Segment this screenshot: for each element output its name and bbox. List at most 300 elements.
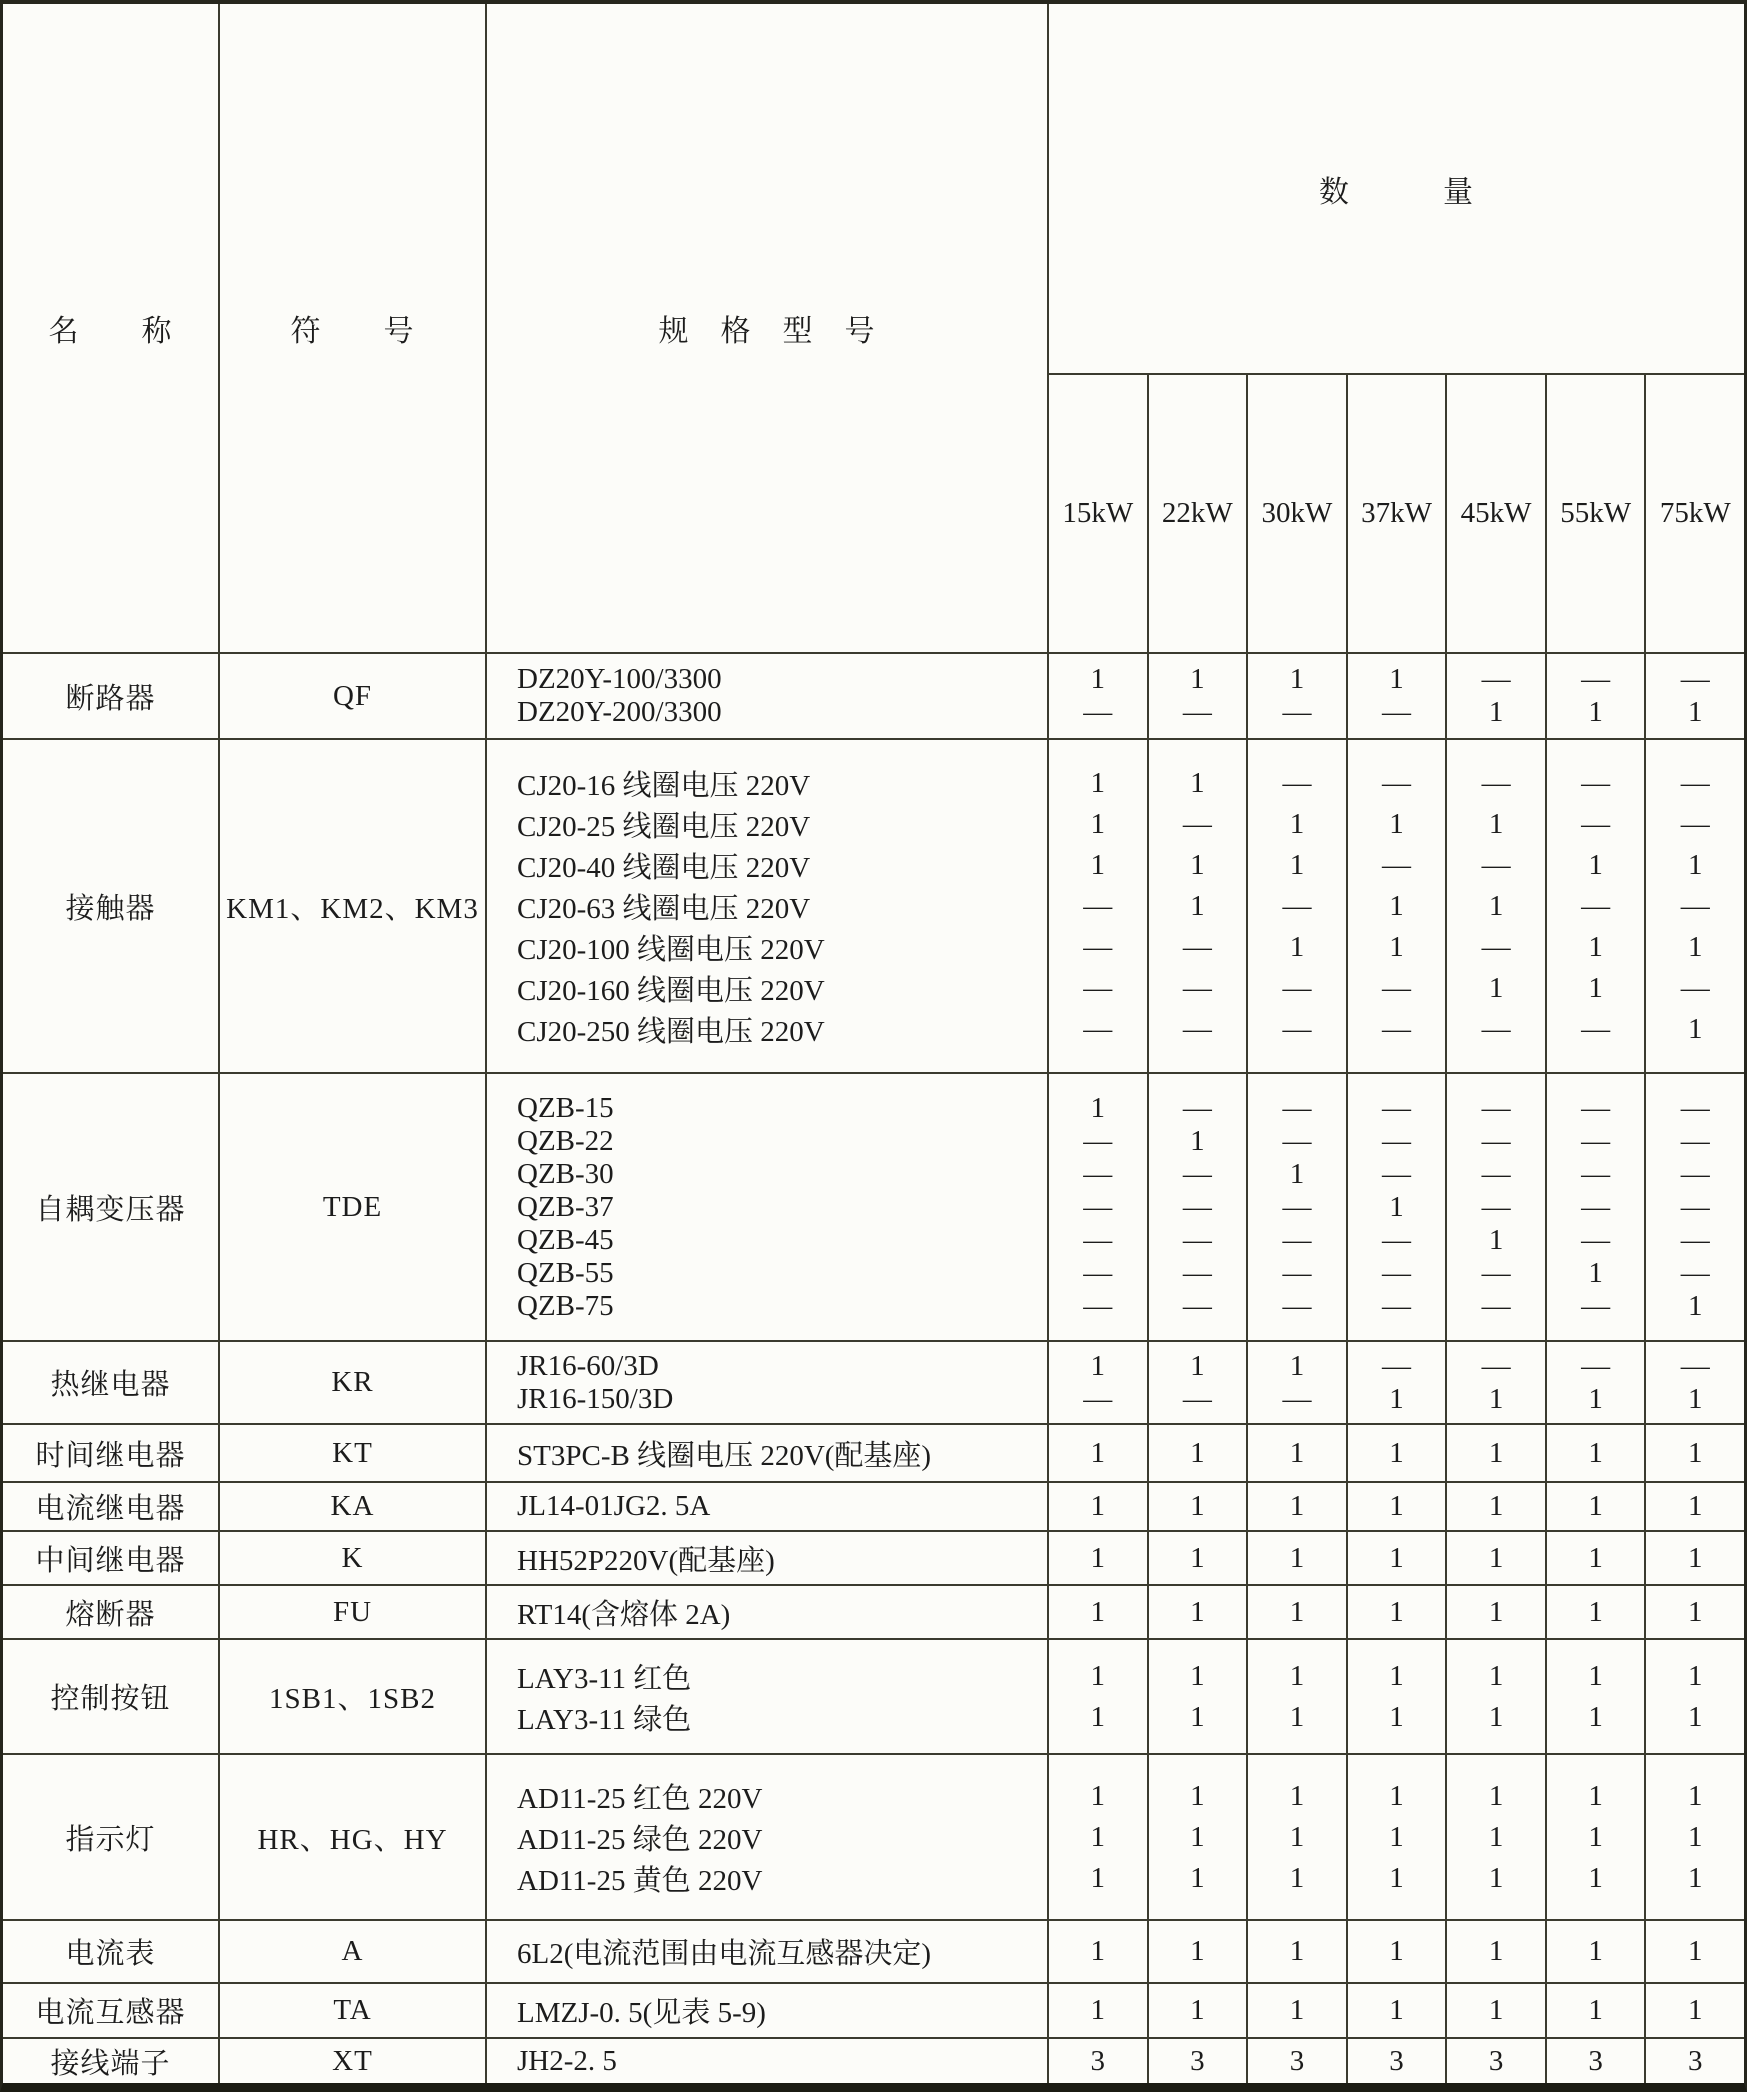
qty-value: 1 — [1688, 848, 1703, 881]
qty-value: 1 — [1588, 1256, 1603, 1289]
qty-value: 1 — [1688, 1382, 1703, 1415]
qty-value: — — [1382, 1157, 1412, 1190]
qty-value: 1 — [1090, 1436, 1106, 1469]
qty-cell-75kW — [1644, 1425, 1744, 1481]
qty-value: — — [1282, 766, 1312, 799]
qty-value: 1 — [1488, 807, 1504, 840]
qty-cell-30kW — [1246, 1532, 1346, 1584]
spec-line: AD11-25 黄色 220V — [517, 1864, 763, 1897]
group-spec-cell — [485, 1984, 1047, 2037]
qty-value: — — [1182, 807, 1212, 840]
qty-value: 3 — [1389, 2044, 1404, 2077]
qty-value: — — [1182, 1289, 1212, 1322]
qty-value: 1 — [1389, 1190, 1404, 1223]
qty-cell-55kW — [1545, 1342, 1645, 1423]
qty-value: — — [1680, 971, 1710, 1004]
qty-cell-45kW — [1445, 2039, 1545, 2083]
spec-line: HH52P220V(配基座) — [517, 1544, 775, 1577]
spec-line: JH2-2. 5 — [517, 2044, 617, 2077]
qty-cell-55kW — [1545, 1984, 1645, 2037]
qty-value: 1 — [1090, 1935, 1106, 1967]
group-spec-cell — [485, 1755, 1047, 1919]
qty-value: 1 — [1090, 766, 1106, 799]
group-row-电流继电器 — [3, 1481, 1744, 1530]
qty-value: — — [1282, 1289, 1312, 1322]
qty-value: — — [1680, 1223, 1710, 1256]
group-row-电流互感器 — [3, 1982, 1744, 2037]
qty-value: — — [1182, 1223, 1212, 1256]
group-row-熔断器 — [3, 1584, 1744, 1638]
qty-value: 1 — [1588, 1820, 1603, 1853]
spec-line: CJ20-250 线圈电压 220V — [517, 1015, 825, 1048]
group-name: 接线端子 — [50, 2047, 171, 2080]
spec-line: QZB-37 — [517, 1190, 614, 1223]
group-name: 熔断器 — [65, 1598, 156, 1631]
qty-value: — — [1680, 1256, 1710, 1289]
qty-value: — — [1083, 1012, 1113, 1045]
qty-cell-15kW — [1047, 1984, 1147, 2037]
qty-value: 1 — [1488, 1861, 1504, 1894]
qty-value: 1 — [1090, 1349, 1106, 1382]
qty-value: 1 — [1389, 1779, 1404, 1812]
qty-value: 1 — [1190, 1124, 1205, 1157]
qty-value: 1 — [1488, 1223, 1504, 1256]
group-symbol: KR — [218, 1342, 485, 1423]
qty-value: 1 — [1190, 1659, 1205, 1692]
qty-value: — — [1581, 1289, 1611, 1322]
qty-cell-22kW — [1147, 1755, 1247, 1919]
qty-value: 1 — [1389, 807, 1404, 840]
group-name: 电流表 — [65, 1938, 156, 1970]
qty-value: — — [1182, 1190, 1212, 1223]
qty-cell-37kW — [1346, 2039, 1446, 2083]
qty-cell-30kW — [1246, 1921, 1346, 1982]
qty-cell-37kW — [1346, 1425, 1446, 1481]
qty-value: 1 — [1688, 1595, 1703, 1628]
qty-value: 1 — [1688, 1012, 1703, 1045]
qty-value: 1 — [1190, 1935, 1205, 1967]
qty-value: 1 — [1488, 1659, 1504, 1692]
qty-value: — — [1182, 1157, 1212, 1190]
qty-value: — — [1083, 1190, 1113, 1223]
qty-cell-22kW — [1147, 1342, 1247, 1423]
qty-value: — — [1182, 1091, 1212, 1124]
qty-value: 1 — [1389, 1490, 1404, 1522]
qty-cell-45kW — [1445, 1483, 1545, 1530]
qty-cell-37kW — [1346, 1074, 1446, 1340]
qty-value: 1 — [1588, 696, 1603, 728]
qty-value: 1 — [1289, 1700, 1305, 1733]
group-symbol: TA — [218, 1984, 485, 2037]
group-spec-cell — [485, 1640, 1047, 1753]
qty-value: 1 — [1688, 1490, 1703, 1522]
header-kw-row — [1049, 375, 1744, 652]
qty-value: — — [1083, 1124, 1113, 1157]
spec-line: CJ20-16 线圈电压 220V — [517, 769, 811, 802]
qty-cell-55kW — [1545, 1921, 1645, 1982]
qty-value: 1 — [1688, 1436, 1703, 1469]
qty-value: 1 — [1190, 1490, 1205, 1522]
qty-cell-55kW — [1545, 1586, 1645, 1638]
qty-value: — — [1680, 663, 1710, 695]
qty-value: 1 — [1588, 1541, 1603, 1574]
spec-line: QZB-15 — [517, 1091, 614, 1124]
qty-value: — — [1083, 1256, 1113, 1289]
qty-cell-30kW — [1246, 1483, 1346, 1530]
group-spec-cell — [485, 654, 1047, 738]
qty-value: 1 — [1090, 1700, 1106, 1733]
qty-cell-37kW — [1346, 1532, 1446, 1584]
header-quantity-group — [1047, 4, 1744, 652]
qty-value: 1 — [1588, 1700, 1603, 1733]
qty-value: 1 — [1488, 1541, 1504, 1574]
qty-value: — — [1581, 1157, 1611, 1190]
qty-cell-55kW — [1545, 1074, 1645, 1340]
header-kw-55kW: 55kW — [1545, 375, 1645, 652]
qty-value: 1 — [1289, 1541, 1305, 1574]
qty-cell-22kW — [1147, 740, 1247, 1072]
qty-value: 1 — [1488, 1994, 1504, 2026]
qty-cell-37kW — [1346, 740, 1446, 1072]
qty-value: — — [1680, 1157, 1710, 1190]
group-spec-cell — [485, 1425, 1047, 1481]
qty-value: — — [1382, 1349, 1412, 1382]
header-spec: 规 格 型 号 — [485, 4, 1047, 652]
qty-value: 1 — [1488, 1382, 1504, 1415]
group-spec-cell — [485, 2039, 1047, 2083]
qty-value: — — [1083, 696, 1113, 728]
qty-value: — — [1382, 1223, 1412, 1256]
qty-value: — — [1083, 1289, 1113, 1322]
spec-line: QZB-45 — [517, 1223, 614, 1256]
qty-value: 1 — [1488, 889, 1504, 922]
qty-value: 1 — [1190, 889, 1205, 922]
qty-cell-45kW — [1445, 1074, 1545, 1340]
qty-value: — — [1680, 889, 1710, 922]
qty-cell-75kW — [1644, 1755, 1744, 1919]
group-name: 电流互感器 — [35, 1997, 186, 2029]
group-spec-cell — [485, 1532, 1047, 1584]
qty-value: — — [1083, 1382, 1113, 1415]
spec-line: ST3PC-B 线圈电压 220V(配基座) — [517, 1439, 932, 1472]
qty-cell-45kW — [1445, 740, 1545, 1072]
qty-value: 1 — [1488, 1935, 1504, 1967]
qty-value: 1 — [1588, 1861, 1603, 1894]
spec-line: DZ20Y-100/3300 — [517, 663, 722, 695]
qty-value: 1 — [1389, 1436, 1404, 1469]
qty-cell-75kW — [1644, 1640, 1744, 1753]
group-row-热继电器 — [3, 1340, 1744, 1423]
qty-cell-75kW — [1644, 654, 1744, 738]
qty-value: 1 — [1688, 930, 1703, 963]
qty-cell-75kW — [1644, 740, 1744, 1072]
qty-value: — — [1282, 1223, 1312, 1256]
qty-cell-22kW — [1147, 1984, 1247, 2037]
group-spec-cell — [485, 740, 1047, 1072]
qty-value: 1 — [1588, 1779, 1603, 1812]
qty-cell-45kW — [1445, 1755, 1545, 1919]
qty-cell-75kW — [1644, 1586, 1744, 1638]
qty-value: 1 — [1688, 1994, 1703, 2026]
qty-value: 1 — [1389, 1700, 1404, 1733]
qty-cell-22kW — [1147, 1483, 1247, 1530]
qty-cell-75kW — [1644, 1532, 1744, 1584]
group-name: 指示灯 — [65, 1823, 156, 1856]
group-name: 接触器 — [65, 892, 156, 925]
group-row-自耦变压器 — [3, 1072, 1744, 1340]
spec-line: QZB-30 — [517, 1157, 614, 1190]
qty-value: 1 — [1389, 930, 1404, 963]
qty-value: 1 — [1090, 848, 1106, 881]
qty-cell-45kW — [1445, 1425, 1545, 1481]
qty-cell-15kW — [1047, 1586, 1147, 1638]
qty-cell-30kW — [1246, 1074, 1346, 1340]
qty-cell-75kW — [1644, 1483, 1744, 1530]
qty-cell-30kW — [1246, 740, 1346, 1072]
qty-value: 1 — [1289, 663, 1305, 695]
qty-cell-55kW — [1545, 1483, 1645, 1530]
qty-value: 1 — [1389, 889, 1404, 922]
spec-line: AD11-25 绿色 220V — [517, 1823, 763, 1856]
qty-cell-15kW — [1047, 1532, 1147, 1584]
qty-value: — — [1382, 1012, 1412, 1045]
qty-cell-37kW — [1346, 1640, 1446, 1753]
spec-line: QZB-55 — [517, 1256, 614, 1289]
qty-cell-30kW — [1246, 1640, 1346, 1753]
header-kw-45kW: 45kW — [1445, 375, 1545, 652]
qty-value: — — [1382, 696, 1412, 728]
qty-value: 1 — [1090, 1820, 1106, 1853]
qty-value: 1 — [1389, 1820, 1404, 1853]
qty-cell-75kW — [1644, 2039, 1744, 2083]
qty-cell-37kW — [1346, 1342, 1446, 1423]
spec-line: 6L2(电流范围由电流互感器决定) — [517, 1938, 932, 1970]
qty-cell-15kW — [1047, 1483, 1147, 1530]
qty-value: 1 — [1389, 1861, 1404, 1894]
qty-value: 1 — [1190, 663, 1205, 695]
qty-value: 1 — [1488, 1595, 1504, 1628]
qty-value: — — [1083, 889, 1113, 922]
qty-value: 1 — [1688, 1861, 1703, 1894]
qty-value: — — [1382, 1091, 1412, 1124]
qty-value: 1 — [1090, 1994, 1106, 2026]
qty-value: 1 — [1488, 1779, 1504, 1812]
qty-value: 1 — [1588, 1436, 1603, 1469]
spec-line: JR16-150/3D — [517, 1382, 674, 1415]
qty-value: 1 — [1289, 1490, 1305, 1522]
qty-cell-15kW — [1047, 2039, 1147, 2083]
qty-value: 1 — [1688, 696, 1703, 728]
header-name: 名 称 — [48, 315, 173, 348]
qty-value: — — [1680, 1124, 1710, 1157]
qty-cell-55kW — [1545, 2039, 1645, 2083]
qty-value: 1 — [1289, 1779, 1305, 1812]
qty-value: — — [1382, 1289, 1412, 1322]
qty-value: — — [1481, 1289, 1511, 1322]
qty-cell-22kW — [1147, 1074, 1247, 1340]
qty-value: — — [1083, 1223, 1113, 1256]
group-symbol: K — [218, 1532, 485, 1584]
qty-value: 1 — [1090, 1490, 1106, 1522]
qty-value: — — [1481, 663, 1511, 695]
group-spec-cell — [485, 1342, 1047, 1423]
group-symbol: QF — [218, 654, 485, 738]
header-kw-30kW: 30kW — [1246, 375, 1346, 652]
group-symbol: 1SB1、1SB2 — [218, 1640, 485, 1753]
spec-line: DZ20Y-200/3300 — [517, 696, 722, 728]
qty-cell-75kW — [1644, 1342, 1744, 1423]
spec-line: LMZJ-0. 5(见表 5-9) — [517, 1997, 766, 2029]
qty-value: 1 — [1289, 848, 1305, 881]
qty-value: 1 — [1289, 930, 1305, 963]
qty-value: 1 — [1688, 1700, 1703, 1733]
qty-cell-22kW — [1147, 1425, 1247, 1481]
qty-cell-45kW — [1445, 1532, 1545, 1584]
qty-value: 1 — [1289, 1935, 1305, 1967]
qty-cell-75kW — [1644, 1074, 1744, 1340]
qty-value: 1 — [1389, 663, 1404, 695]
qty-value: 1 — [1289, 1659, 1305, 1692]
qty-value: 1 — [1688, 1779, 1703, 1812]
qty-value: — — [1282, 1190, 1312, 1223]
qty-value: — — [1481, 848, 1511, 881]
qty-value: — — [1282, 696, 1312, 728]
qty-cell-75kW — [1644, 1984, 1744, 2037]
qty-value: 3 — [1090, 2044, 1106, 2077]
group-name: 断路器 — [65, 682, 156, 715]
qty-cell-22kW — [1147, 2039, 1247, 2083]
qty-value: 3 — [1688, 2044, 1703, 2077]
qty-cell-55kW — [1545, 1640, 1645, 1753]
qty-value: 3 — [1190, 2044, 1205, 2077]
qty-value: 1 — [1289, 1436, 1305, 1469]
spec-line: LAY3-11 红色 — [517, 1662, 692, 1695]
qty-value: — — [1382, 1256, 1412, 1289]
qty-value: 1 — [1289, 1820, 1305, 1853]
group-spec-cell — [485, 1586, 1047, 1638]
qty-value: — — [1481, 1190, 1511, 1223]
qty-value: — — [1481, 930, 1511, 963]
qty-value: — — [1481, 1012, 1511, 1045]
qty-value: 1 — [1190, 1541, 1205, 1574]
qty-value: 1 — [1190, 1779, 1205, 1812]
qty-cell-55kW — [1545, 1755, 1645, 1919]
qty-value: — — [1680, 1091, 1710, 1124]
qty-cell-45kW — [1445, 1921, 1545, 1982]
qty-value: 1 — [1688, 1935, 1703, 1967]
qty-value: 3 — [1488, 2044, 1504, 2077]
qty-value: 1 — [1389, 1994, 1404, 2026]
group-name: 时间继电器 — [35, 1439, 186, 1472]
qty-value: — — [1182, 1012, 1212, 1045]
qty-value: — — [1581, 889, 1611, 922]
qty-value: 1 — [1090, 1595, 1106, 1628]
group-row-接触器 — [3, 738, 1744, 1072]
group-symbol: HR、HG、HY — [218, 1755, 485, 1919]
qty-value: 1 — [1289, 1157, 1305, 1190]
qty-value: 1 — [1588, 1595, 1603, 1628]
qty-value: 1 — [1588, 1994, 1603, 2026]
qty-value: — — [1581, 766, 1611, 799]
group-symbol: KT — [218, 1425, 485, 1481]
qty-value: 1 — [1488, 1700, 1504, 1733]
spec-line: JR16-60/3D — [517, 1349, 659, 1382]
qty-cell-55kW — [1545, 740, 1645, 1072]
qty-value: 1 — [1588, 1382, 1603, 1415]
qty-value: 1 — [1190, 1349, 1205, 1382]
qty-cell-22kW — [1147, 1921, 1247, 1982]
qty-cell-37kW — [1346, 1755, 1446, 1919]
qty-value: — — [1581, 807, 1611, 840]
group-name: 热继电器 — [50, 1369, 171, 1401]
qty-value: — — [1282, 1012, 1312, 1045]
qty-cell-30kW — [1246, 1425, 1346, 1481]
spec-line: CJ20-100 线圈电压 220V — [517, 933, 825, 966]
qty-value: 1 — [1090, 1091, 1106, 1124]
qty-value: — — [1382, 848, 1412, 881]
qty-value: 1 — [1688, 1289, 1703, 1322]
qty-value: — — [1481, 1256, 1511, 1289]
qty-value: 1 — [1389, 1595, 1404, 1628]
group-spec-cell — [485, 1921, 1047, 1982]
qty-value: 1 — [1289, 1349, 1305, 1382]
group-symbol: A — [218, 1921, 485, 1982]
qty-value: — — [1581, 1190, 1611, 1223]
qty-value: 1 — [1588, 1490, 1603, 1522]
qty-value: 1 — [1190, 1700, 1205, 1733]
qty-value: — — [1382, 766, 1412, 799]
qty-value: — — [1083, 1157, 1113, 1190]
qty-cell-15kW — [1047, 1640, 1147, 1753]
group-row-指示灯 — [3, 1753, 1744, 1919]
qty-value: 1 — [1488, 696, 1504, 728]
qty-value: — — [1382, 1124, 1412, 1157]
qty-cell-22kW — [1147, 1586, 1247, 1638]
qty-value: 1 — [1289, 807, 1305, 840]
qty-value: 1 — [1190, 1595, 1205, 1628]
qty-value: 3 — [1588, 2044, 1603, 2077]
qty-value: — — [1282, 1124, 1312, 1157]
qty-cell-45kW — [1445, 1586, 1545, 1638]
qty-value: 1 — [1488, 1820, 1504, 1853]
qty-cell-30kW — [1246, 654, 1346, 738]
qty-cell-55kW — [1545, 1532, 1645, 1584]
qty-value: — — [1581, 1124, 1611, 1157]
qty-cell-37kW — [1346, 654, 1446, 738]
qty-value: — — [1083, 971, 1113, 1004]
qty-cell-55kW — [1545, 654, 1645, 738]
qty-value: — — [1182, 696, 1212, 728]
group-row-接线端子 — [3, 2037, 1744, 2083]
qty-value: 1 — [1389, 1382, 1404, 1415]
spec-line: QZB-75 — [517, 1289, 614, 1322]
spec-line: CJ20-40 线圈电压 220V — [517, 851, 811, 884]
spec-line: JL14-01JG2. 5A — [517, 1490, 711, 1522]
spec-line: CJ20-63 线圈电压 220V — [517, 892, 811, 925]
qty-value: — — [1680, 766, 1710, 799]
qty-cell-15kW — [1047, 1425, 1147, 1481]
qty-value: 1 — [1190, 1436, 1205, 1469]
qty-cell-15kW — [1047, 1921, 1147, 1982]
qty-value: 1 — [1090, 663, 1106, 695]
qty-value: — — [1182, 1382, 1212, 1415]
header-kw-15kW: 15kW — [1062, 497, 1134, 530]
qty-cell-45kW — [1445, 1640, 1545, 1753]
qty-value: 1 — [1289, 1994, 1305, 2026]
group-row-控制按钮 — [3, 1638, 1744, 1753]
table-header-row — [3, 4, 1744, 652]
qty-value: 1 — [1389, 1541, 1404, 1574]
